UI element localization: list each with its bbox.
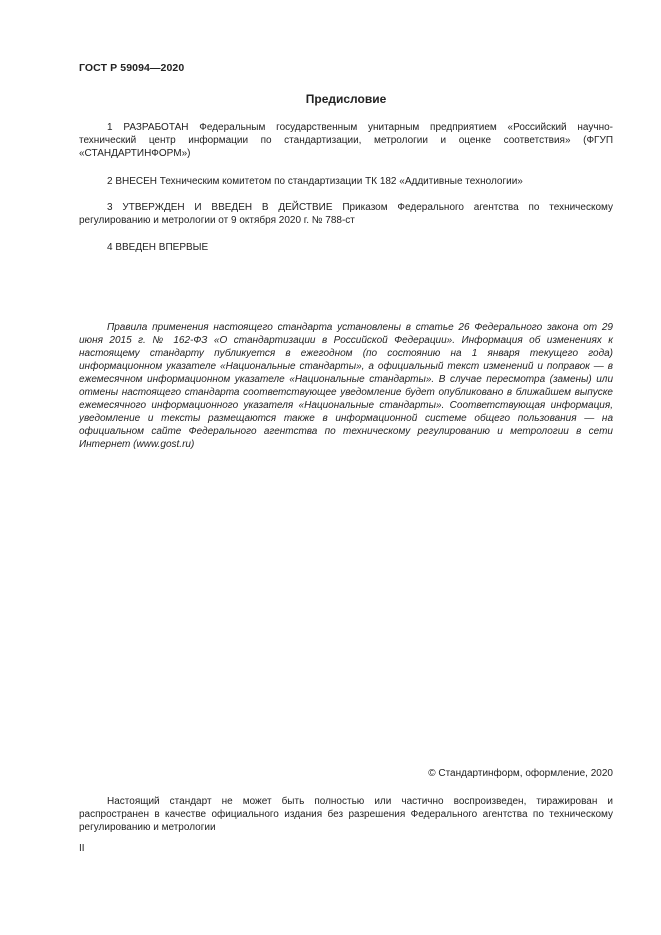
page-number: II — [79, 843, 85, 854]
copyright-line: © Стандартинформ, оформление, 2020 — [428, 768, 613, 779]
document-id-header: ГОСТ Р 59094—2020 — [79, 62, 185, 74]
reproduction-notice: Настоящий стандарт не может быть полностью или частично воспроизведен, тиражирован и распространен в качестве официального издания без разрешения Федерального агентства по техническому регулированию и метрологии — [79, 796, 613, 833]
foreword-item-submitted: 2 ВНЕСЕН Техническим комитетом по стандартизации ТК 182 «Аддитивные технологии» — [107, 176, 523, 187]
foreword-item-approved: 3 УТВЕРЖДЕН И ВВЕДЕН В ДЕЙСТВИЕ Приказом Федерального агентства по техническому регулированию и метрологии от 9 октября 2020 г. № 788-ст — [79, 202, 613, 226]
foreword-item-developed: 1 РАЗРАБОТАН Федеральным государственным унитарным предприятием «Российский научно-технический центр информации по стандартизации, метрологии и оценке соответствия» (ФГУП «СТАНДАРТИНФОРМ») — [79, 122, 613, 159]
page-title: Предисловие — [305, 92, 387, 106]
rules-of-application-notice: Правила применения настоящего стандарта установлены в статье 26 Федерального закона от 29 июня 2015 г. № 162-ФЗ «О стандартизации в Российской Федерации». Информация об изменениях к настоящему стандарту публикуется в ежегодном (по состоянию на 1 января текущего года) информационном указателе «Национальные стандарты», а официальный текст изменений и поправок — в ежемесячном информационном указателе «Национальные стандарты». В случае пересмотра (замены) или отмены настоящего стандарта соответствующее уведомление будет опубликовано в ближайшем выпуске ежемесячного информационного указателя «Национальные стандарты». Соответствующая информация, уведомление и тексты размещаются также в информационной системе общего пользования — на официальном сайте Федерального агентства по техническому регулированию и метрологии в сети Интернет (www.gost.ru) — [79, 322, 613, 450]
foreword-item-first-introduced: 4 ВВЕДЕН ВПЕРВЫЕ — [107, 242, 209, 253]
